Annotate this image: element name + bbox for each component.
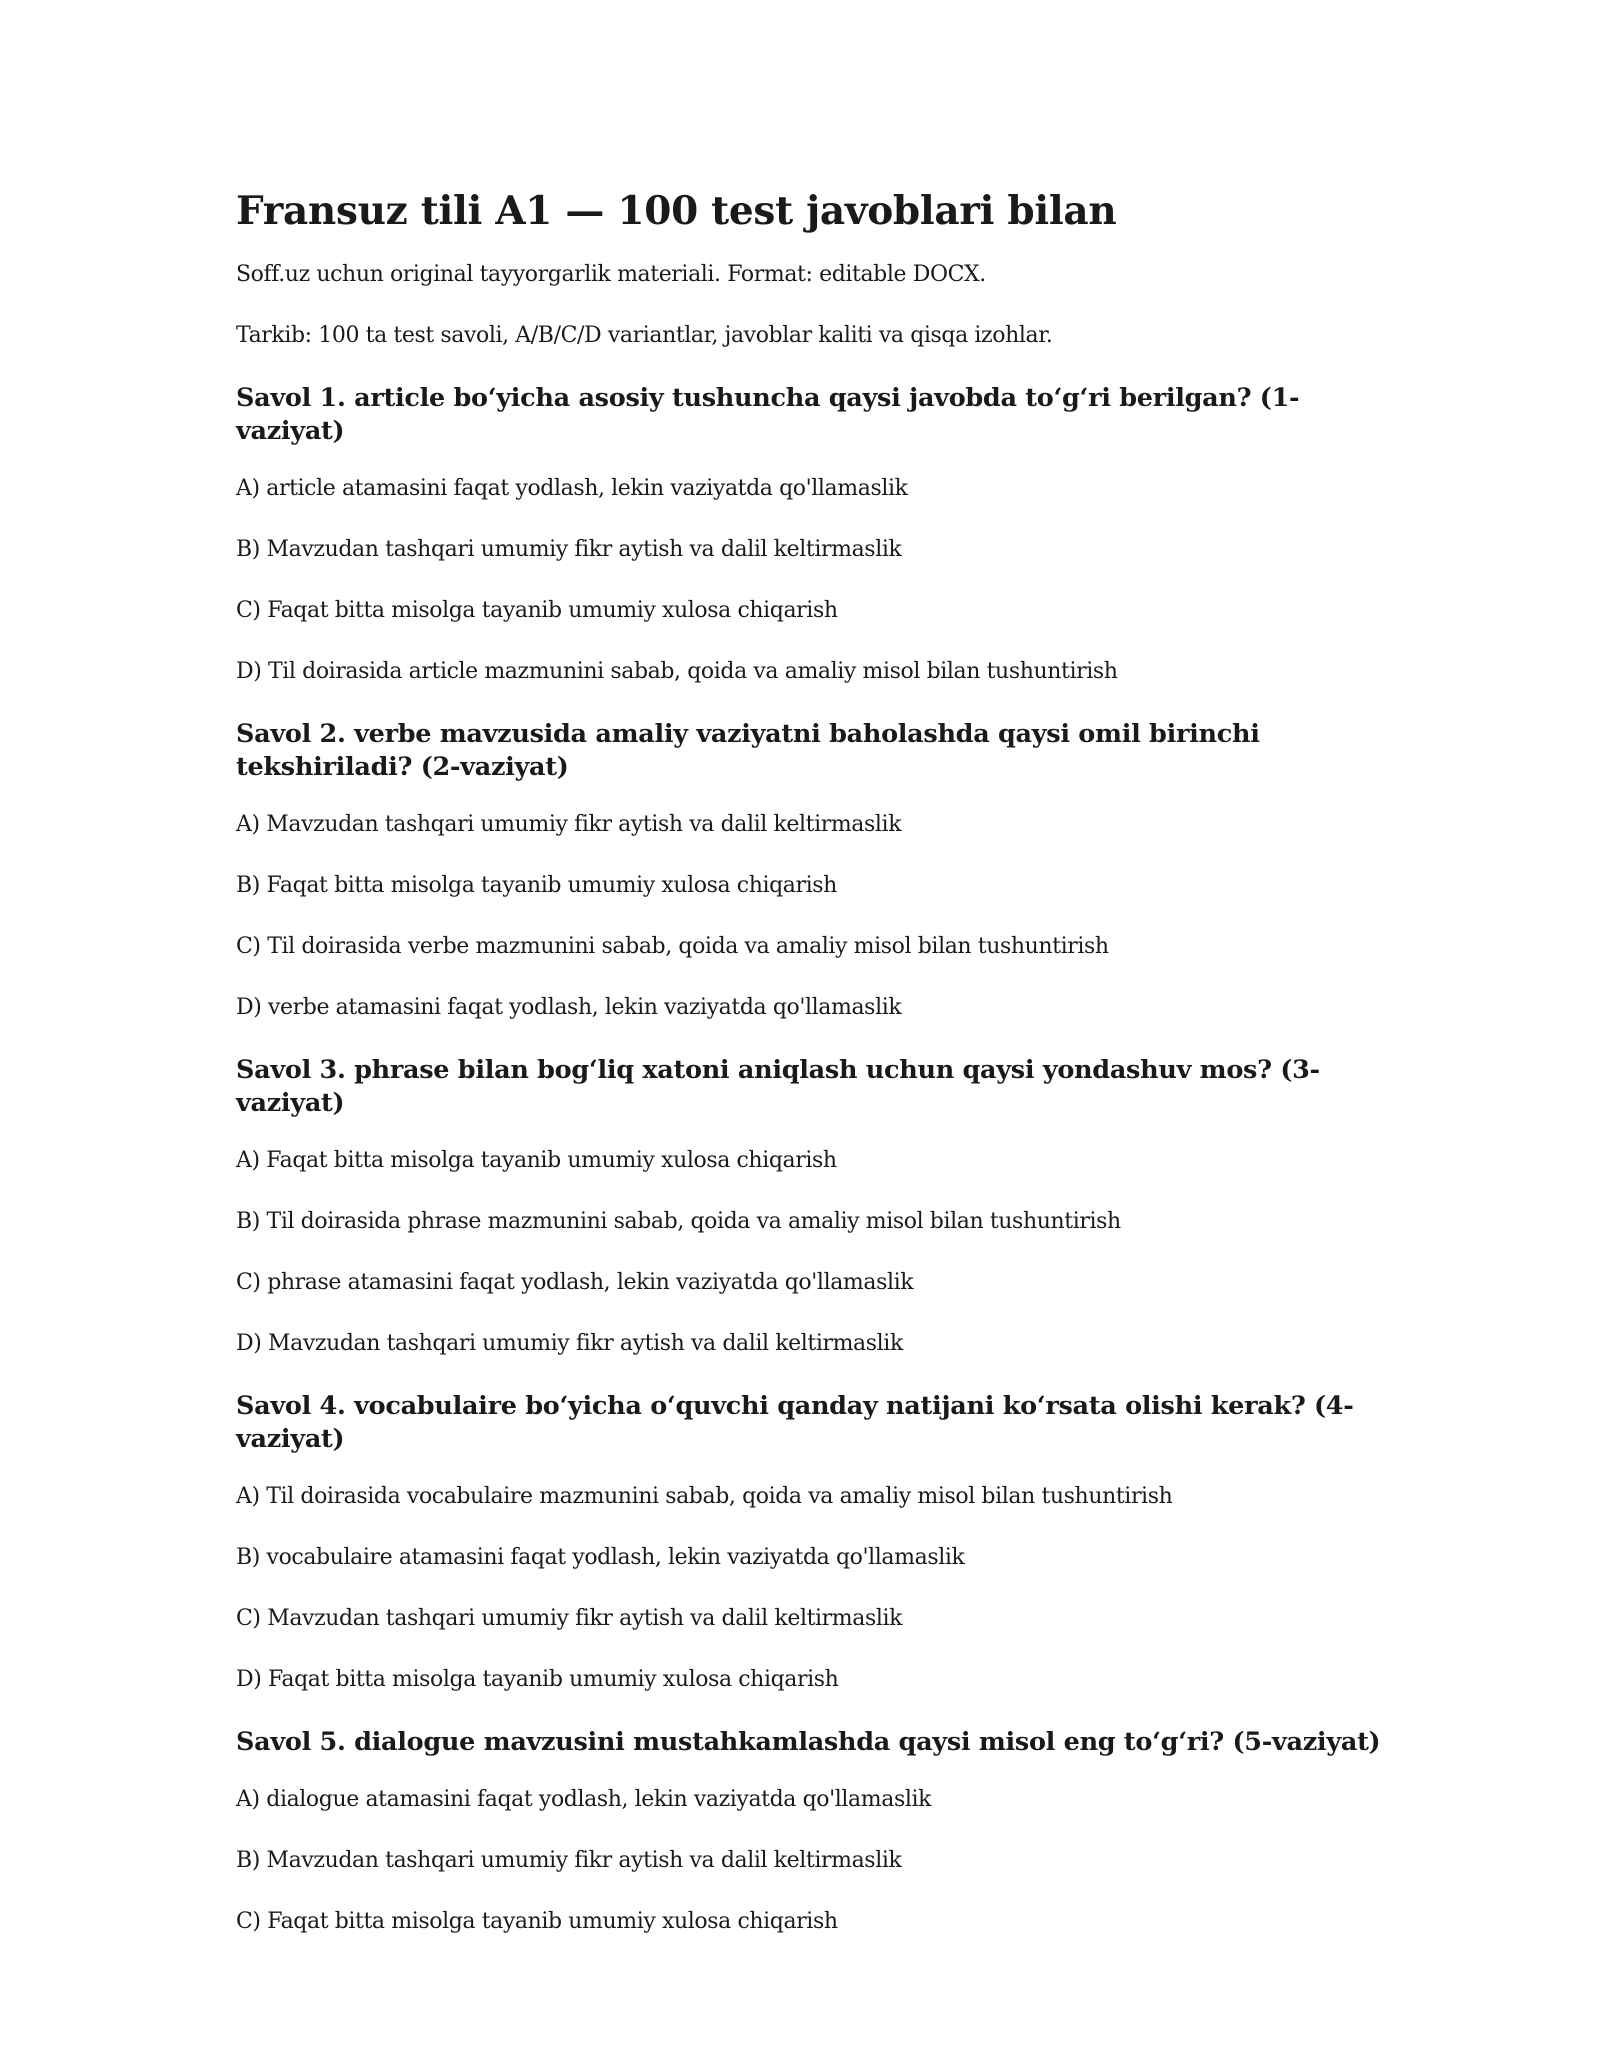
document-subtitle: Soff.uz uchun original tayyorgarlik materiali. Format: editable DOCX. bbox=[236, 262, 986, 287]
option-b: B) Til doirasida phrase mazmunini sabab, qoida va amaliy misol bilan tushuntirish bbox=[236, 1209, 1121, 1234]
option-d: D) Faqat bitta misolga tayanib umumiy xulosa chiqarish bbox=[236, 1667, 839, 1692]
question-text: Savol 5. dialogue mavzusini mustahkamlashda qaysi misol eng to‘g‘ri? (5-vaziyat) bbox=[236, 1727, 1381, 1757]
option-a: A) article atamasini faqat yodlash, lekin vaziyatda qo'llamaslik bbox=[236, 476, 908, 501]
question-text: Savol 2. verbe mavzusida amaliy vaziyatni baholashda qaysi omil birinchi tekshiriladi? (2-vaziyat) bbox=[236, 719, 1260, 782]
option-b: B) Mavzudan tashqari umumiy fikr aytish va dalil keltirmaslik bbox=[236, 1848, 902, 1873]
option-b: B) Faqat bitta misolga tayanib umumiy xulosa chiqarish bbox=[236, 873, 837, 898]
option-a: A) Faqat bitta misolga tayanib umumiy xulosa chiqarish bbox=[236, 1148, 837, 1173]
question-text: Savol 3. phrase bilan bog‘liq xatoni aniqlash uchun qaysi yondashuv mos? (3-vaziyat) bbox=[236, 1055, 1320, 1118]
option-a: A) Til doirasida vocabulaire mazmunini sabab, qoida va amaliy misol bilan tushuntirish bbox=[236, 1484, 1173, 1509]
question-block-1 bbox=[236, 382, 1386, 687]
option-a: A) Mavzudan tashqari umumiy fikr aytish va dalil keltirmaslik bbox=[236, 812, 902, 837]
option-c: C) phrase atamasini faqat yodlash, lekin vaziyatda qo'llamaslik bbox=[236, 1270, 914, 1295]
option-b: B) Mavzudan tashqari umumiy fikr aytish va dalil keltirmaslik bbox=[236, 537, 902, 562]
option-c: C) Mavzudan tashqari umumiy fikr aytish va dalil keltirmaslik bbox=[236, 1606, 903, 1631]
option-d: D) Mavzudan tashqari umumiy fikr aytish va dalil keltirmaslik bbox=[236, 1331, 903, 1356]
question-text: Savol 1. article bo‘yicha asosiy tushuncha qaysi javobda to‘g‘ri berilgan? (1-vaziyat) bbox=[236, 383, 1300, 446]
document-contents: Tarkib: 100 ta test savoli, A/B/C/D variantlar, javoblar kaliti va qisqa izohlar. bbox=[236, 323, 1053, 348]
document-title: Fransuz tili A1 — 100 test javoblari bilan bbox=[236, 188, 1117, 234]
question-block-2 bbox=[236, 718, 1386, 1023]
question-block-3 bbox=[236, 1054, 1386, 1359]
option-a: A) dialogue atamasini faqat yodlash, lekin vaziyatda qo'llamaslik bbox=[236, 1787, 932, 1812]
option-c: C) Til doirasida verbe mazmunini sabab, qoida va amaliy misol bilan tushuntirish bbox=[236, 934, 1109, 959]
question-block-4 bbox=[236, 1390, 1386, 1695]
option-c: C) Faqat bitta misolga tayanib umumiy xulosa chiqarish bbox=[236, 598, 838, 623]
option-b: B) vocabulaire atamasini faqat yodlash, lekin vaziyatda qo'llamaslik bbox=[236, 1545, 965, 1570]
document-page bbox=[236, 186, 1386, 1968]
question-block-5 bbox=[236, 1726, 1386, 1937]
option-d: D) verbe atamasini faqat yodlash, lekin vaziyatda qo'llamaslik bbox=[236, 995, 902, 1020]
option-d: D) Til doirasida article mazmunini sabab, qoida va amaliy misol bilan tushuntirish bbox=[236, 659, 1118, 684]
question-text: Savol 4. vocabulaire bo‘yicha o‘quvchi qanday natijani ko‘rsata olishi kerak? (4-vaziyat) bbox=[236, 1391, 1354, 1454]
option-c: C) Faqat bitta misolga tayanib umumiy xulosa chiqarish bbox=[236, 1909, 838, 1934]
